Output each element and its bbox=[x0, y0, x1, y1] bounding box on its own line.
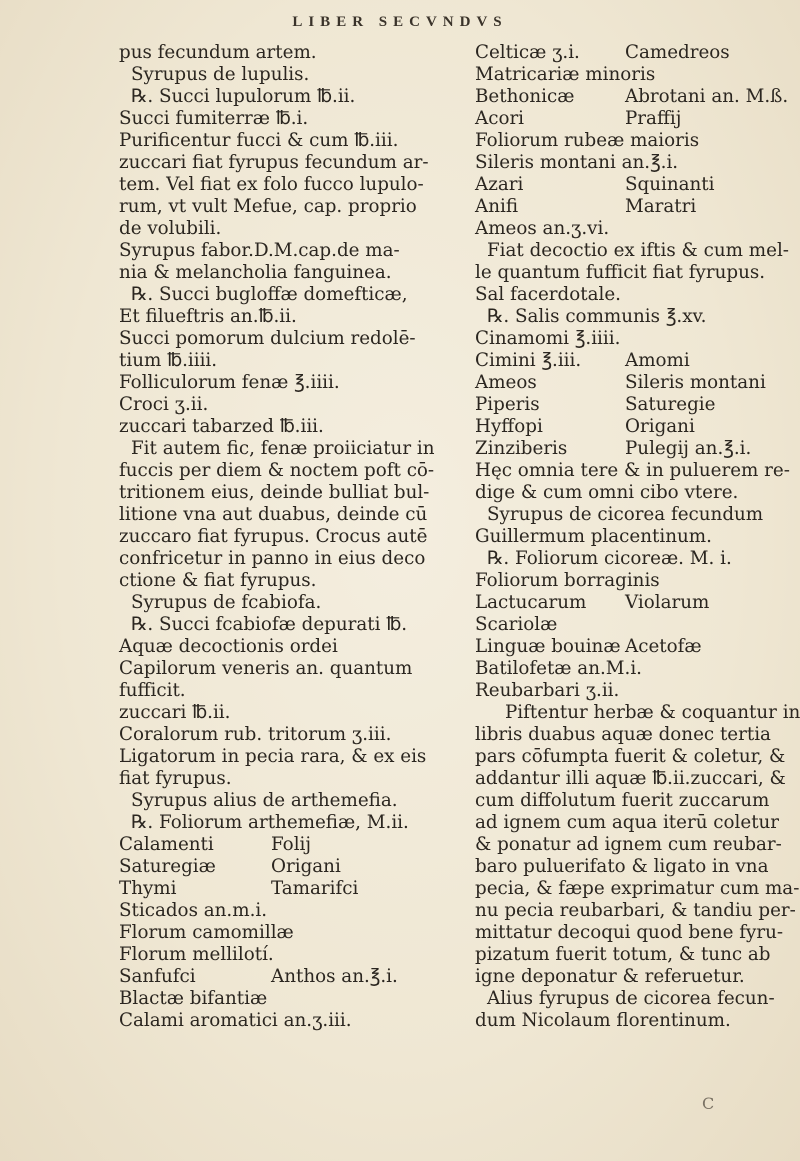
text-line: de volubili. bbox=[119, 218, 222, 239]
text-line-first: Sanfufci bbox=[119, 966, 196, 987]
text-line bbox=[119, 966, 398, 988]
text-line-first: Acori bbox=[475, 108, 525, 129]
text-line bbox=[475, 350, 793, 372]
text-line bbox=[475, 196, 793, 218]
text-line-second: Origani bbox=[271, 856, 341, 877]
text-line bbox=[119, 856, 381, 878]
text-line bbox=[475, 372, 793, 394]
text-line: ℞. Salis communis ℥.xv. bbox=[487, 306, 707, 327]
text-line: confricetur in panno in eius deco bbox=[119, 548, 426, 569]
text-line: zuccari fiat fyrupus fecundum ar- bbox=[119, 152, 429, 173]
text-line: pizatum fuerit totum, & tunc ab bbox=[475, 944, 771, 965]
text-line: litione vna aut duabus, deinde cū bbox=[119, 504, 428, 525]
text-line: ℞. Succi lupulorum ℔.ii. bbox=[131, 86, 356, 107]
text-line: addantur illi aquæ ℔.ii.zuccari, & bbox=[475, 768, 786, 789]
text-line-second: Acetofæ bbox=[625, 636, 702, 657]
text-line: Sileris montani an.℥.i. bbox=[475, 152, 679, 173]
text-line: pus fecundum artem. bbox=[119, 42, 317, 63]
text-line-first: Zinziberis bbox=[475, 438, 568, 459]
text-line-second: Anthos an.℥.i. bbox=[271, 966, 398, 987]
text-line: Succi pomorum dulcium redolē- bbox=[119, 328, 416, 349]
text-line: pecia, & fæpe exprimatur cum ma- bbox=[475, 878, 800, 899]
text-line: Syrupus de fcabiofa. bbox=[131, 592, 322, 613]
text-line bbox=[475, 42, 793, 64]
text-line bbox=[475, 636, 793, 658]
text-line-first: Anifi bbox=[475, 196, 519, 217]
text-line: Calami aromatici an.ʒ.iii. bbox=[119, 1010, 352, 1031]
text-line bbox=[475, 86, 793, 108]
text-line: Foliorum borraginis bbox=[475, 570, 660, 591]
text-line-first: Cimini ℥.iii. bbox=[475, 350, 582, 371]
text-line: zuccari ℔.ii. bbox=[119, 702, 231, 723]
text-line-first: Ameos bbox=[475, 372, 537, 393]
text-line: fiat fyrupus. bbox=[119, 768, 232, 789]
text-line-first: Lactucarum bbox=[475, 592, 587, 613]
text-line: Syrupus de lupulis. bbox=[131, 64, 310, 85]
text-line bbox=[119, 834, 381, 856]
text-line: dum Nicolaum florentinum. bbox=[475, 1010, 731, 1031]
text-line-second: Tamarifci bbox=[271, 878, 359, 899]
text-line: Hęc omnia tere & in puluerem re- bbox=[475, 460, 790, 481]
text-line: & ponatur ad ignem cum reubar- bbox=[475, 834, 782, 855]
left-column bbox=[119, 42, 435, 1032]
text-line-second: Maratri bbox=[625, 196, 697, 217]
text-line: Sticados an.m.i. bbox=[119, 900, 268, 921]
text-line-second: Violarum bbox=[625, 592, 710, 613]
text-line: tritionem eius, deinde bulliat bul- bbox=[119, 482, 430, 503]
text-line-second: Sileris montani bbox=[625, 372, 766, 393]
text-line: tium ℔.iiii. bbox=[119, 350, 218, 371]
text-line: Florum camomillæ bbox=[119, 922, 294, 943]
text-line-second: Pulegij an.℥.i. bbox=[625, 438, 752, 459]
text-line: Succi fumiterræ ℔.i. bbox=[119, 108, 309, 129]
text-line: Syrupus fabor.D.M.cap.de ma- bbox=[119, 240, 400, 261]
text-line: Sal facerdotale. bbox=[475, 284, 621, 305]
text-line: Fit autem fic, fenæ proiiciatur in bbox=[131, 438, 435, 459]
text-line: mittatur decoqui quod bene fyru- bbox=[475, 922, 784, 943]
text-line: zuccari tabarzed ℔.iii. bbox=[119, 416, 324, 437]
text-line: Ameos an.ʒ.vi. bbox=[475, 218, 610, 239]
text-line-second: Saturegie bbox=[625, 394, 716, 415]
text-line-second: Amomi bbox=[625, 350, 690, 371]
text-line: Purificentur fucci & cum ℔.iii. bbox=[119, 130, 399, 151]
text-line-first: Bethonicæ bbox=[475, 86, 575, 107]
text-line bbox=[475, 438, 793, 460]
text-line: cum diffolutum fuerit zuccarum bbox=[475, 790, 770, 811]
text-line: Syrupus alius de arthemefia. bbox=[131, 790, 398, 811]
text-line: Alius fyrupus de cicorea fecun- bbox=[487, 988, 775, 1009]
text-line: Capilorum veneris an. quantum bbox=[119, 658, 413, 679]
text-line: Piftentur herbæ & coquantur in bbox=[505, 702, 800, 723]
text-line-second: Origani bbox=[625, 416, 695, 437]
right-column bbox=[475, 42, 800, 1032]
text-line: Guillermum placentinum. bbox=[475, 526, 712, 547]
text-line bbox=[119, 878, 381, 900]
text-line: ad ignem cum aqua iterū coletur bbox=[475, 812, 780, 833]
text-line: fuccis per diem & noctem poft cō- bbox=[119, 460, 435, 481]
text-line: Batilofetæ an.M.i. bbox=[475, 658, 642, 679]
text-line-second: Squinanti bbox=[625, 174, 715, 195]
text-line: Cinamomi ℥.iiii. bbox=[475, 328, 621, 349]
text-line: ctione & fiat fyrupus. bbox=[119, 570, 317, 591]
text-line: Fiat decoctio ex iftis & cum mel- bbox=[487, 240, 789, 261]
text-line-second: Camedreos bbox=[625, 42, 730, 63]
text-line bbox=[475, 394, 793, 416]
text-line: Foliorum rubeæ maioris bbox=[475, 130, 700, 151]
text-line-first: Azari bbox=[475, 174, 524, 195]
running-head: LIBER SECVNDVS bbox=[292, 14, 508, 30]
text-line: Coralorum rub. tritorum ʒ.iii. bbox=[119, 724, 392, 745]
text-line-first: Hyffopi bbox=[475, 416, 543, 437]
text-line: tem. Vel fiat ex folo fucco lupulo- bbox=[119, 174, 424, 195]
text-line: dige & cum omni cibo vtere. bbox=[475, 482, 739, 503]
text-line-second: Abrotani an. M.ß. bbox=[625, 86, 789, 107]
text-line-second: Praffij bbox=[625, 108, 682, 129]
text-line-first: Celticæ ʒ.i. bbox=[475, 42, 580, 63]
text-line bbox=[475, 416, 793, 438]
text-line bbox=[475, 108, 793, 130]
text-line: Blactæ bifantiæ bbox=[119, 988, 268, 1009]
text-line-second: Folij bbox=[271, 834, 312, 855]
text-line: Aquæ decoctionis ordei bbox=[119, 636, 338, 657]
text-line bbox=[475, 592, 793, 614]
text-line: igne deponatur & referuetur. bbox=[475, 966, 745, 987]
text-line: Syrupus de cicorea fecundum bbox=[487, 504, 764, 525]
text-line bbox=[475, 174, 793, 196]
text-line-first: Thymi bbox=[119, 878, 177, 899]
text-line-first: Linguæ bouinæ bbox=[475, 636, 621, 657]
text-line: le quantum fufficit fiat fyrupus. bbox=[475, 262, 766, 283]
text-line: baro puluerifato & ligato in vna bbox=[475, 856, 769, 877]
text-line: Scariolæ bbox=[475, 614, 558, 635]
text-line: Reubarbari ʒ.ii. bbox=[475, 680, 620, 701]
text-line: Folliculorum fenæ ℥.iiii. bbox=[119, 372, 340, 393]
text-line: Croci ʒ.ii. bbox=[119, 394, 209, 415]
text-line: pars cōfumpta fuerit & coletur, & bbox=[475, 746, 786, 767]
text-line-first: Calamenti bbox=[119, 834, 214, 855]
text-line: libris duabus aquæ donec tertia bbox=[475, 724, 771, 745]
text-line: zuccaro fiat fyrupus. Crocus autē bbox=[119, 526, 428, 547]
text-line-first: Saturegiæ bbox=[119, 856, 216, 877]
text-line: ℞. Foliorum cicoreæ. M. i. bbox=[487, 548, 732, 569]
text-line-first: Piperis bbox=[475, 394, 540, 415]
text-line: nu pecia reubarbari, & tandiu per- bbox=[475, 900, 796, 921]
text-line: rum, vt vult Mefue, cap. proprio bbox=[119, 196, 417, 217]
text-line: Et filueftris an.℔.ii. bbox=[119, 306, 297, 327]
text-line: ℞. Succi fcabiofæ depurati ℔. bbox=[131, 614, 408, 635]
catchword: C bbox=[702, 1094, 715, 1113]
text-line: ℞. Succi bugloffæ domefticæ, bbox=[131, 284, 408, 305]
text-line: Matricariæ minoris bbox=[475, 64, 656, 85]
text-line: Ligatorum in pecia rara, & ex eis bbox=[119, 746, 427, 767]
text-line: nia & melancholia fanguinea. bbox=[119, 262, 392, 283]
text-line: ℞. Foliorum arthemefiæ, M.ii. bbox=[131, 812, 409, 833]
text-line: Florum mellilotí. bbox=[119, 944, 274, 965]
text-line: fufficit. bbox=[119, 680, 186, 701]
